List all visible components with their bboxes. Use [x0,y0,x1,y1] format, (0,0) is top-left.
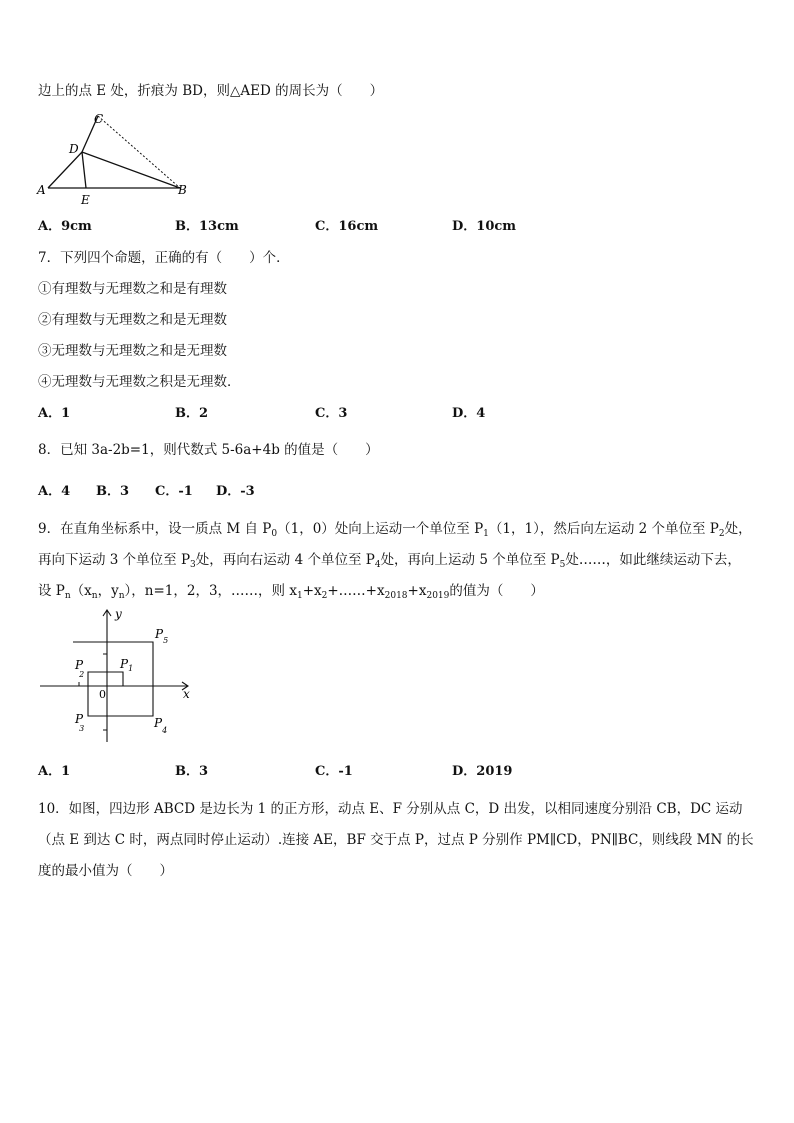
q9-option-a[interactable]: A．1 [38,764,71,779]
y-axis-label: y [115,607,122,621]
origin-label: 0 [99,688,106,701]
label-P4: $P_4$ [154,716,168,735]
q7-item-3: ③无理数与无理数之和是无理数 [38,343,227,359]
q7-item-4: ④无理数与无理数之积是无理数． [38,374,241,390]
q9-stem-line-1: 9．在直角坐标系中，设一质点 M 自 $P_0(1$，0）处向上运动一个单位至 $P_1(1$，1），然后向左运动 2 个单位至 $P_2$处， [38,521,752,539]
q10-stem-line-2: （点 E 到达 C 时，两点同时停止运动）.连接 AE，BF 交于点 P，过点 P 分别作 PM∥CD，PN∥BC，则线段 MN 的长 [38,832,754,848]
label-P3: P 3 [75,712,85,733]
q6-option-a[interactable]: A．9cm [38,219,92,234]
q6-triangle-figure [34,108,194,208]
label-A: A [37,183,46,197]
q7-item-2: ②有理数与无理数之和是无理数 [38,312,227,328]
label-P2: P 2 [75,658,85,679]
label-P1: $P_1$ [120,657,134,673]
q7-option-a[interactable]: A．1 [38,406,71,421]
q7-option-c[interactable]: C．3 [315,406,348,421]
x-axis-label: x [183,687,190,701]
q9-option-b[interactable]: B．3 [175,764,209,779]
q7-stem: 7．下列四个命题，正确的有（ ）个． [38,250,290,266]
label-E: E [81,193,90,207]
q6-stem-tail: 边上的点 E 处，折痕为 BD，则△AED 的周长为（ ） [38,83,384,99]
q8-stem: 8．已知 3a-2b=1，则代数式 5-6a+4b 的值是（ ） [38,442,379,458]
q7-option-d[interactable]: D．4 [452,406,486,421]
q7-item-1: ①有理数与无理数之和是有理数 [38,281,227,297]
q9-coordinate-figure [38,606,198,746]
q10-stem-line-3: 度的最小值为（ ） [38,863,173,879]
q6-option-b[interactable]: B．13cm [175,219,239,234]
q8-option-a[interactable]: A．4 [38,484,71,499]
q9-option-c[interactable]: C．-1 [315,764,353,779]
q10-stem-line-1: 10．如图，四边形 ABCD 是边长为 1 的正方形，动点 E、F 分别从点 C，D 出发，以相同速度分别沿 CB，DC 运动 [38,801,743,817]
q9-stem-line-2: 再向下运动 3 个单位至 $P_3$处，再向右运动 4 个单位至 $P_4$处，再向上运动 5 个单位至 $P_5$处……，如此继续运动下去， [38,552,741,570]
label-B: B [178,183,187,197]
q8-option-c[interactable]: C．-1 [155,484,193,499]
q9-option-d[interactable]: D．2019 [452,764,513,779]
q8-option-b[interactable]: B．3 [96,484,130,499]
label-P5: $P_5$ [155,627,169,645]
q6-option-c[interactable]: C．16cm [315,219,379,234]
label-D: D [69,142,79,156]
label-C: C [94,112,104,126]
q6-option-d[interactable]: D．10cm [452,219,517,234]
q8-option-d[interactable]: D．-3 [216,484,255,499]
q7-option-b[interactable]: B．2 [175,406,209,421]
q9-stem-line-3: 设 $P_n(x_n$，$y_n$），n=1，2，3，……，则 $x_1+x_2+\dots\dots+x_{2018}+x_{2019}$的值为（ ） [38,583,544,601]
